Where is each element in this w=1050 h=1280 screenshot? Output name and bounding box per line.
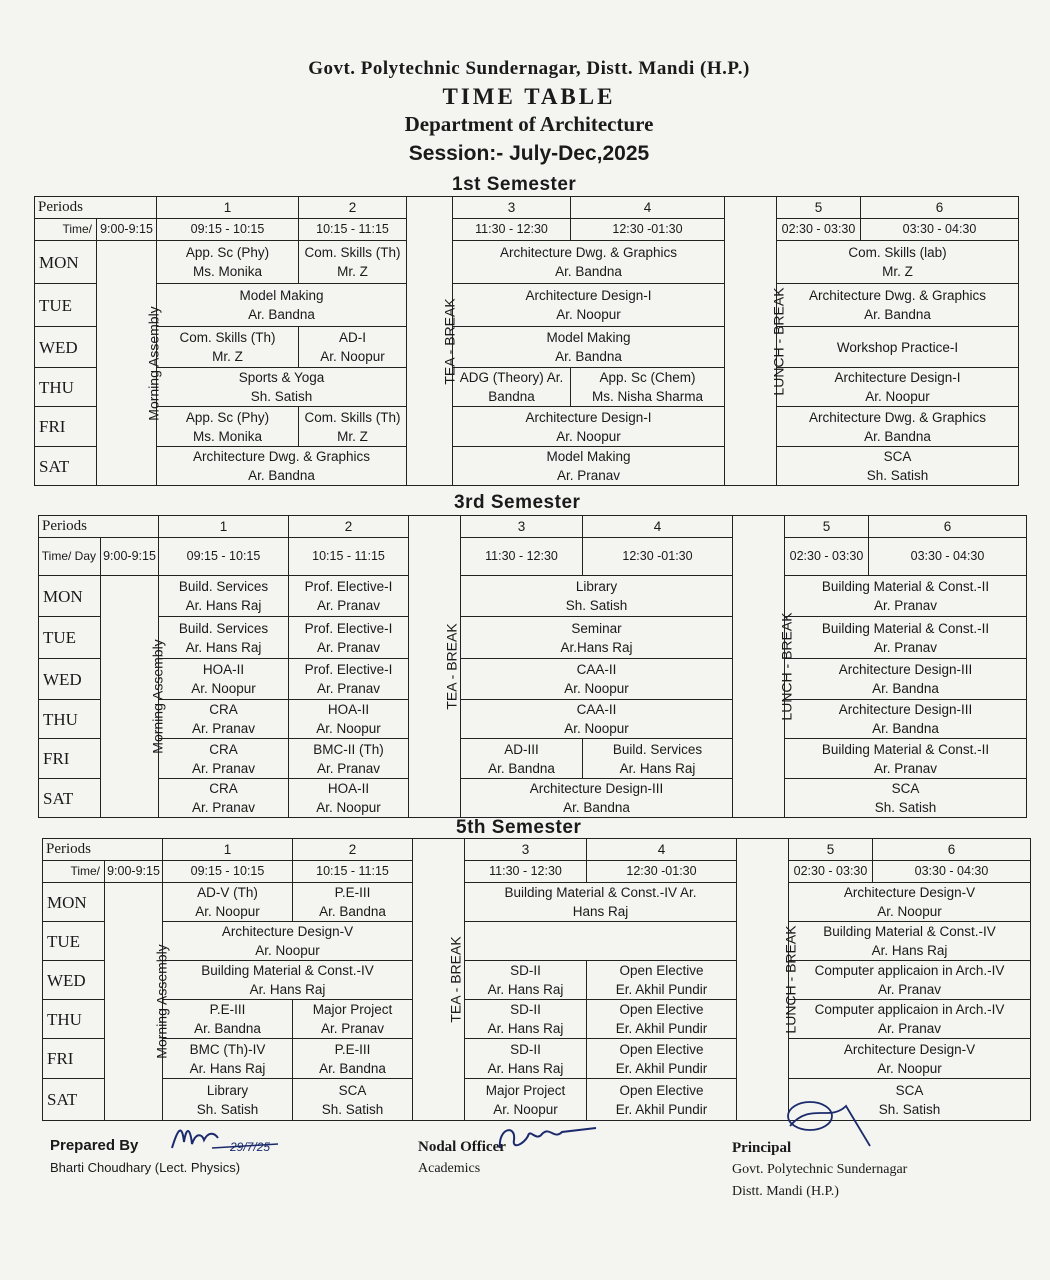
class-cell: AD-V (Th) Ar. Noopur xyxy=(163,883,293,922)
document-title: TIME TABLE xyxy=(442,84,616,109)
class-cell: Open Elective Er. Akhil Pundir xyxy=(587,1000,737,1039)
day-row-fri xyxy=(35,407,1019,447)
slot-time: 12:30 -01:30 xyxy=(587,861,737,883)
day-label: WED xyxy=(35,327,97,368)
class-cell: Computer applicaion in Arch.-IV Ar. Pranav xyxy=(789,961,1031,1000)
periods-row xyxy=(43,839,1031,861)
class-cell: Build. Services Ar. Hans Raj xyxy=(159,576,289,617)
assembly-time: 9:00-9:15 xyxy=(101,538,159,576)
class-cell: Architecture Design-V Ar. Noopur xyxy=(789,1039,1031,1079)
class-cell: Prof. Elective-I Ar. Pranav xyxy=(289,659,409,700)
day-row-wed xyxy=(39,659,1027,700)
day-label: TUE xyxy=(35,284,97,327)
period-number: 2 xyxy=(293,839,413,861)
class-cell: Open Elective Er. Akhil Pundir xyxy=(587,961,737,1000)
institute-name: Govt. Polytechnic Sundernagar, Distt. Mandi (H.P.) xyxy=(308,58,750,79)
time-row xyxy=(39,538,1027,576)
class-cell: Architecture Design-I Ar. Noopur xyxy=(453,284,725,327)
period-number: 1 xyxy=(157,197,299,219)
class-cell: Architecture Dwg. & Graphics Ar. Bandna xyxy=(777,407,1019,447)
slot-time: 11:30 - 12:30 xyxy=(453,219,571,241)
nodal-officer-signature xyxy=(470,1118,610,1158)
day-label: TUE xyxy=(39,617,101,659)
assembly-time: 9:00-9:15 xyxy=(105,861,163,883)
day-label: SAT xyxy=(35,447,97,486)
period-number: 6 xyxy=(869,516,1027,538)
class-cell: BMC (Th)-IV Ar. Hans Raj xyxy=(163,1039,293,1079)
department-name: Department of Architecture xyxy=(404,112,654,136)
tea-break-label: TEA - BREAK xyxy=(443,623,460,710)
day-label: MON xyxy=(43,883,105,922)
class-cell: Major Project Ar. Pranav xyxy=(293,1000,413,1039)
morning-assembly-label: Morning Assembly xyxy=(149,639,166,754)
class-cell: Building Material & Const.-II Ar. Pranav xyxy=(785,576,1027,617)
class-cell: SCA Sh. Satish xyxy=(789,1079,1031,1121)
class-cell: Open Elective Er. Akhil Pundir xyxy=(587,1079,737,1121)
nodal-officer-label: Nodal Officer xyxy=(418,1139,506,1155)
class-cell: Open Elective Er. Akhil Pundir xyxy=(587,1039,737,1079)
class-cell: Sports & Yoga Sh. Satish xyxy=(157,368,407,407)
class-cell: SCA Sh. Satish xyxy=(777,447,1019,486)
class-cell: Architecture Design-V Ar. Noopur xyxy=(163,922,413,961)
semester-5-title: 5th Semester xyxy=(456,817,582,838)
tea-break-label: TEA - BREAK xyxy=(447,936,464,1023)
time-row xyxy=(35,219,1019,241)
class-cell: Build. Services Ar. Hans Raj xyxy=(583,739,733,779)
tea-break-cell xyxy=(409,516,461,818)
period-number: 5 xyxy=(777,197,861,219)
class-cell: CRA Ar. Pranav xyxy=(159,779,289,818)
class-cell: BMC-II (Th) Ar. Pranav xyxy=(289,739,409,779)
prepared-by-name: Bharti Choudhary (Lect. Physics) xyxy=(50,1160,241,1175)
prepared-by-label: Prepared By xyxy=(50,1137,139,1154)
class-cell: App. Sc (Phy) Ms. Monika xyxy=(157,241,299,284)
semester-5-timetable xyxy=(42,838,1031,1121)
class-cell: Library Sh. Satish xyxy=(163,1079,293,1121)
day-label: FRI xyxy=(35,407,97,447)
class-cell: Build. Services Ar. Hans Raj xyxy=(159,617,289,659)
lunch-break-label: LUNCH - BREAK xyxy=(782,925,799,1034)
lunch-break-label: LUNCH - BREAK xyxy=(770,286,787,396)
class-cell: Workshop Practice-I xyxy=(777,327,1019,368)
class-cell: Architecture Design-III Ar. Bandna xyxy=(785,700,1027,739)
day-row-tue xyxy=(35,284,1019,327)
periods-row xyxy=(39,516,1027,538)
day-label: FRI xyxy=(39,739,101,779)
principal-line-1: Govt. Polytechnic Sundernagar xyxy=(732,1162,908,1177)
semester-3-timetable xyxy=(38,515,1027,818)
slot-time: 12:30 -01:30 xyxy=(571,219,725,241)
day-label: THU xyxy=(39,700,101,739)
class-cell: P.E-III Ar. Bandna xyxy=(293,1039,413,1079)
period-number: 5 xyxy=(785,516,869,538)
day-label: MON xyxy=(35,241,97,284)
slot-time: 10:15 - 11:15 xyxy=(293,861,413,883)
class-cell xyxy=(465,922,737,961)
semester-3-title: 3rd Semester xyxy=(454,492,581,513)
period-number: 2 xyxy=(299,197,407,219)
class-cell: Architecture Design-III Ar. Bandna xyxy=(461,779,733,818)
periods-label: Periods xyxy=(39,516,159,538)
slot-time: 02:30 - 03:30 xyxy=(789,861,873,883)
class-cell: Computer applicaion in Arch.-IV Ar. Pranav xyxy=(789,1000,1031,1039)
class-cell: CRA Ar. Pranav xyxy=(159,700,289,739)
class-cell: Architecture Dwg. & Graphics Ar. Bandna xyxy=(777,284,1019,327)
slot-time: 09:15 - 10:15 xyxy=(159,538,289,576)
period-number: 4 xyxy=(583,516,733,538)
class-cell: Major Project Ar. Noopur xyxy=(465,1079,587,1121)
period-number: 1 xyxy=(159,516,289,538)
day-label: TUE xyxy=(43,922,105,961)
class-cell: Com. Skills (Th) Mr. Z xyxy=(299,241,407,284)
class-cell: SCA Sh. Satish xyxy=(785,779,1027,818)
day-row-fri xyxy=(43,1039,1031,1079)
class-cell: Architecture Design-I Ar. Noopur xyxy=(777,368,1019,407)
day-row-wed xyxy=(35,327,1019,368)
period-number: 3 xyxy=(461,516,583,538)
lunch-break-cell xyxy=(733,516,795,818)
period-number: 4 xyxy=(587,839,737,861)
class-cell: AD-I Ar. Noopur xyxy=(299,327,407,368)
tea-break-cell xyxy=(407,197,458,486)
time-label: Time/ xyxy=(43,861,105,883)
slot-time: 11:30 - 12:30 xyxy=(461,538,583,576)
lunch-break-label: LUNCH - BREAK xyxy=(778,612,795,721)
day-row-sat xyxy=(35,447,1019,486)
day-row-sat xyxy=(39,779,1027,818)
day-row-mon xyxy=(39,576,1027,617)
semester-1-title: 1st Semester xyxy=(452,174,577,195)
day-row-sat xyxy=(43,1079,1031,1121)
tea-break-label: TEA - BREAK xyxy=(441,297,458,385)
slot-time: 10:15 - 11:15 xyxy=(299,219,407,241)
time-label: Time/ Day xyxy=(39,538,101,576)
class-cell: Model Making Ar. Bandna xyxy=(157,284,407,327)
class-cell: SD-II Ar. Hans Raj xyxy=(465,1039,587,1079)
day-label: MON xyxy=(39,576,101,617)
class-cell: P.E-III Ar. Bandna xyxy=(293,883,413,922)
morning-assembly-cell xyxy=(97,241,162,486)
class-cell: Building Material & Const.-II Ar. Pranav xyxy=(785,739,1027,779)
prepared-sign-date: 29/7/25 xyxy=(230,1140,271,1154)
class-cell: HOA-II Ar. Noopur xyxy=(289,700,409,739)
day-row-tue xyxy=(39,617,1027,659)
class-cell: Building Material & Const.-IV Ar. Hans Raj xyxy=(465,883,737,922)
class-cell: Building Material & Const.-IV Ar. Hans Raj xyxy=(163,961,413,1000)
slot-time: 02:30 - 03:30 xyxy=(785,538,869,576)
period-number: 3 xyxy=(465,839,587,861)
class-cell: Architecture Dwg. & Graphics Ar. Bandna xyxy=(157,447,407,486)
slot-time: 12:30 -01:30 xyxy=(583,538,733,576)
day-row-fri xyxy=(39,739,1027,779)
time-row xyxy=(43,861,1031,883)
principal-line-2: Distt. Mandi (H.P.) xyxy=(732,1184,839,1199)
nodal-officer-sub: Academics xyxy=(418,1161,481,1176)
periods-row xyxy=(35,197,1019,219)
morning-assembly-cell xyxy=(105,883,170,1121)
slot-time: 02:30 - 03:30 xyxy=(777,219,861,241)
time-label: Time/ xyxy=(35,219,97,241)
day-row-tue xyxy=(43,922,1031,961)
day-label: THU xyxy=(43,1000,105,1039)
day-label: WED xyxy=(43,961,105,1000)
class-cell: Seminar Ar.Hans Raj xyxy=(461,617,733,659)
day-row-mon xyxy=(35,241,1019,284)
class-cell: Model Making Ar. Pranav xyxy=(453,447,725,486)
class-cell: App. Sc (Chem) Ms. Nisha Sharma xyxy=(571,368,725,407)
period-number: 6 xyxy=(861,197,1019,219)
lunch-break-cell xyxy=(737,839,799,1121)
day-label: SAT xyxy=(39,779,101,818)
class-cell: Prof. Elective-I Ar. Pranav xyxy=(289,576,409,617)
day-row-thu xyxy=(39,700,1027,739)
class-cell: CAA-II Ar. Noopur xyxy=(461,700,733,739)
class-cell: Model Making Ar. Bandna xyxy=(453,327,725,368)
period-number: 2 xyxy=(289,516,409,538)
assembly-time: 9:00-9:15 xyxy=(97,219,157,241)
morning-assembly-cell xyxy=(101,576,166,818)
class-cell: SD-II Ar. Hans Raj xyxy=(465,1000,587,1039)
class-cell: Building Material & Const.-IV Ar. Hans Raj xyxy=(789,922,1031,961)
period-number: 6 xyxy=(873,839,1031,861)
class-cell: CAA-II Ar. Noopur xyxy=(461,659,733,700)
class-cell: AD-III Ar. Bandna xyxy=(461,739,583,779)
period-number: 3 xyxy=(453,197,571,219)
class-cell: P.E-III Ar. Bandna xyxy=(163,1000,293,1039)
day-row-mon xyxy=(43,883,1031,922)
day-row-thu xyxy=(35,368,1019,407)
day-label: THU xyxy=(35,368,97,407)
class-cell: Com. Skills (Th) Mr. Z xyxy=(157,327,299,368)
class-cell: Com. Skills (Th) Mr. Z xyxy=(299,407,407,447)
class-cell: App. Sc (Phy) Ms. Monika xyxy=(157,407,299,447)
class-cell: Library Sh. Satish xyxy=(461,576,733,617)
morning-assembly-label: Morning Assembly xyxy=(153,944,170,1059)
periods-label: Periods xyxy=(35,197,157,219)
class-cell: Architecture Dwg. & Graphics Ar. Bandna xyxy=(453,241,725,284)
slot-time: 03:30 - 04:30 xyxy=(861,219,1019,241)
slot-time: 09:15 - 10:15 xyxy=(163,861,293,883)
class-cell: SCA Sh. Satish xyxy=(293,1079,413,1121)
day-row-wed xyxy=(43,961,1031,1000)
lunch-break-cell xyxy=(725,197,787,486)
semester-1-timetable xyxy=(34,196,1019,486)
class-cell: Architecture Design-V Ar. Noopur xyxy=(789,883,1031,922)
periods-label: Periods xyxy=(43,839,163,861)
class-cell: Prof. Elective-I Ar. Pranav xyxy=(289,617,409,659)
day-label: SAT xyxy=(43,1079,105,1121)
slot-time: 03:30 - 04:30 xyxy=(869,538,1027,576)
class-cell: Architecture Design-I Ar. Noopur xyxy=(453,407,725,447)
class-cell: Com. Skills (lab) Mr. Z xyxy=(777,241,1019,284)
session-label: Session:- July-Dec,2025 xyxy=(408,142,650,165)
principal-label: Principal xyxy=(732,1140,792,1156)
slot-time: 03:30 - 04:30 xyxy=(873,861,1031,883)
class-cell: Building Material & Const.-II Ar. Pranav xyxy=(785,617,1027,659)
class-cell: HOA-II Ar. Noopur xyxy=(159,659,289,700)
morning-assembly-label: Morning Assembly xyxy=(145,305,162,421)
slot-time: 09:15 - 10:15 xyxy=(157,219,299,241)
slot-time: 10:15 - 11:15 xyxy=(289,538,409,576)
period-number: 4 xyxy=(571,197,725,219)
period-number: 1 xyxy=(163,839,293,861)
period-number: 5 xyxy=(789,839,873,861)
day-row-thu xyxy=(43,1000,1031,1039)
class-cell: Architecture Design-III Ar. Bandna xyxy=(785,659,1027,700)
tea-break-cell xyxy=(413,839,465,1121)
day-label: WED xyxy=(39,659,101,700)
class-cell: ADG (Theory) Ar. Bandna xyxy=(453,368,571,407)
class-cell: HOA-II Ar. Noopur xyxy=(289,779,409,818)
slot-time: 11:30 - 12:30 xyxy=(465,861,587,883)
class-cell: CRA Ar. Pranav xyxy=(159,739,289,779)
class-cell: SD-II Ar. Hans Raj xyxy=(465,961,587,1000)
day-label: FRI xyxy=(43,1039,105,1079)
